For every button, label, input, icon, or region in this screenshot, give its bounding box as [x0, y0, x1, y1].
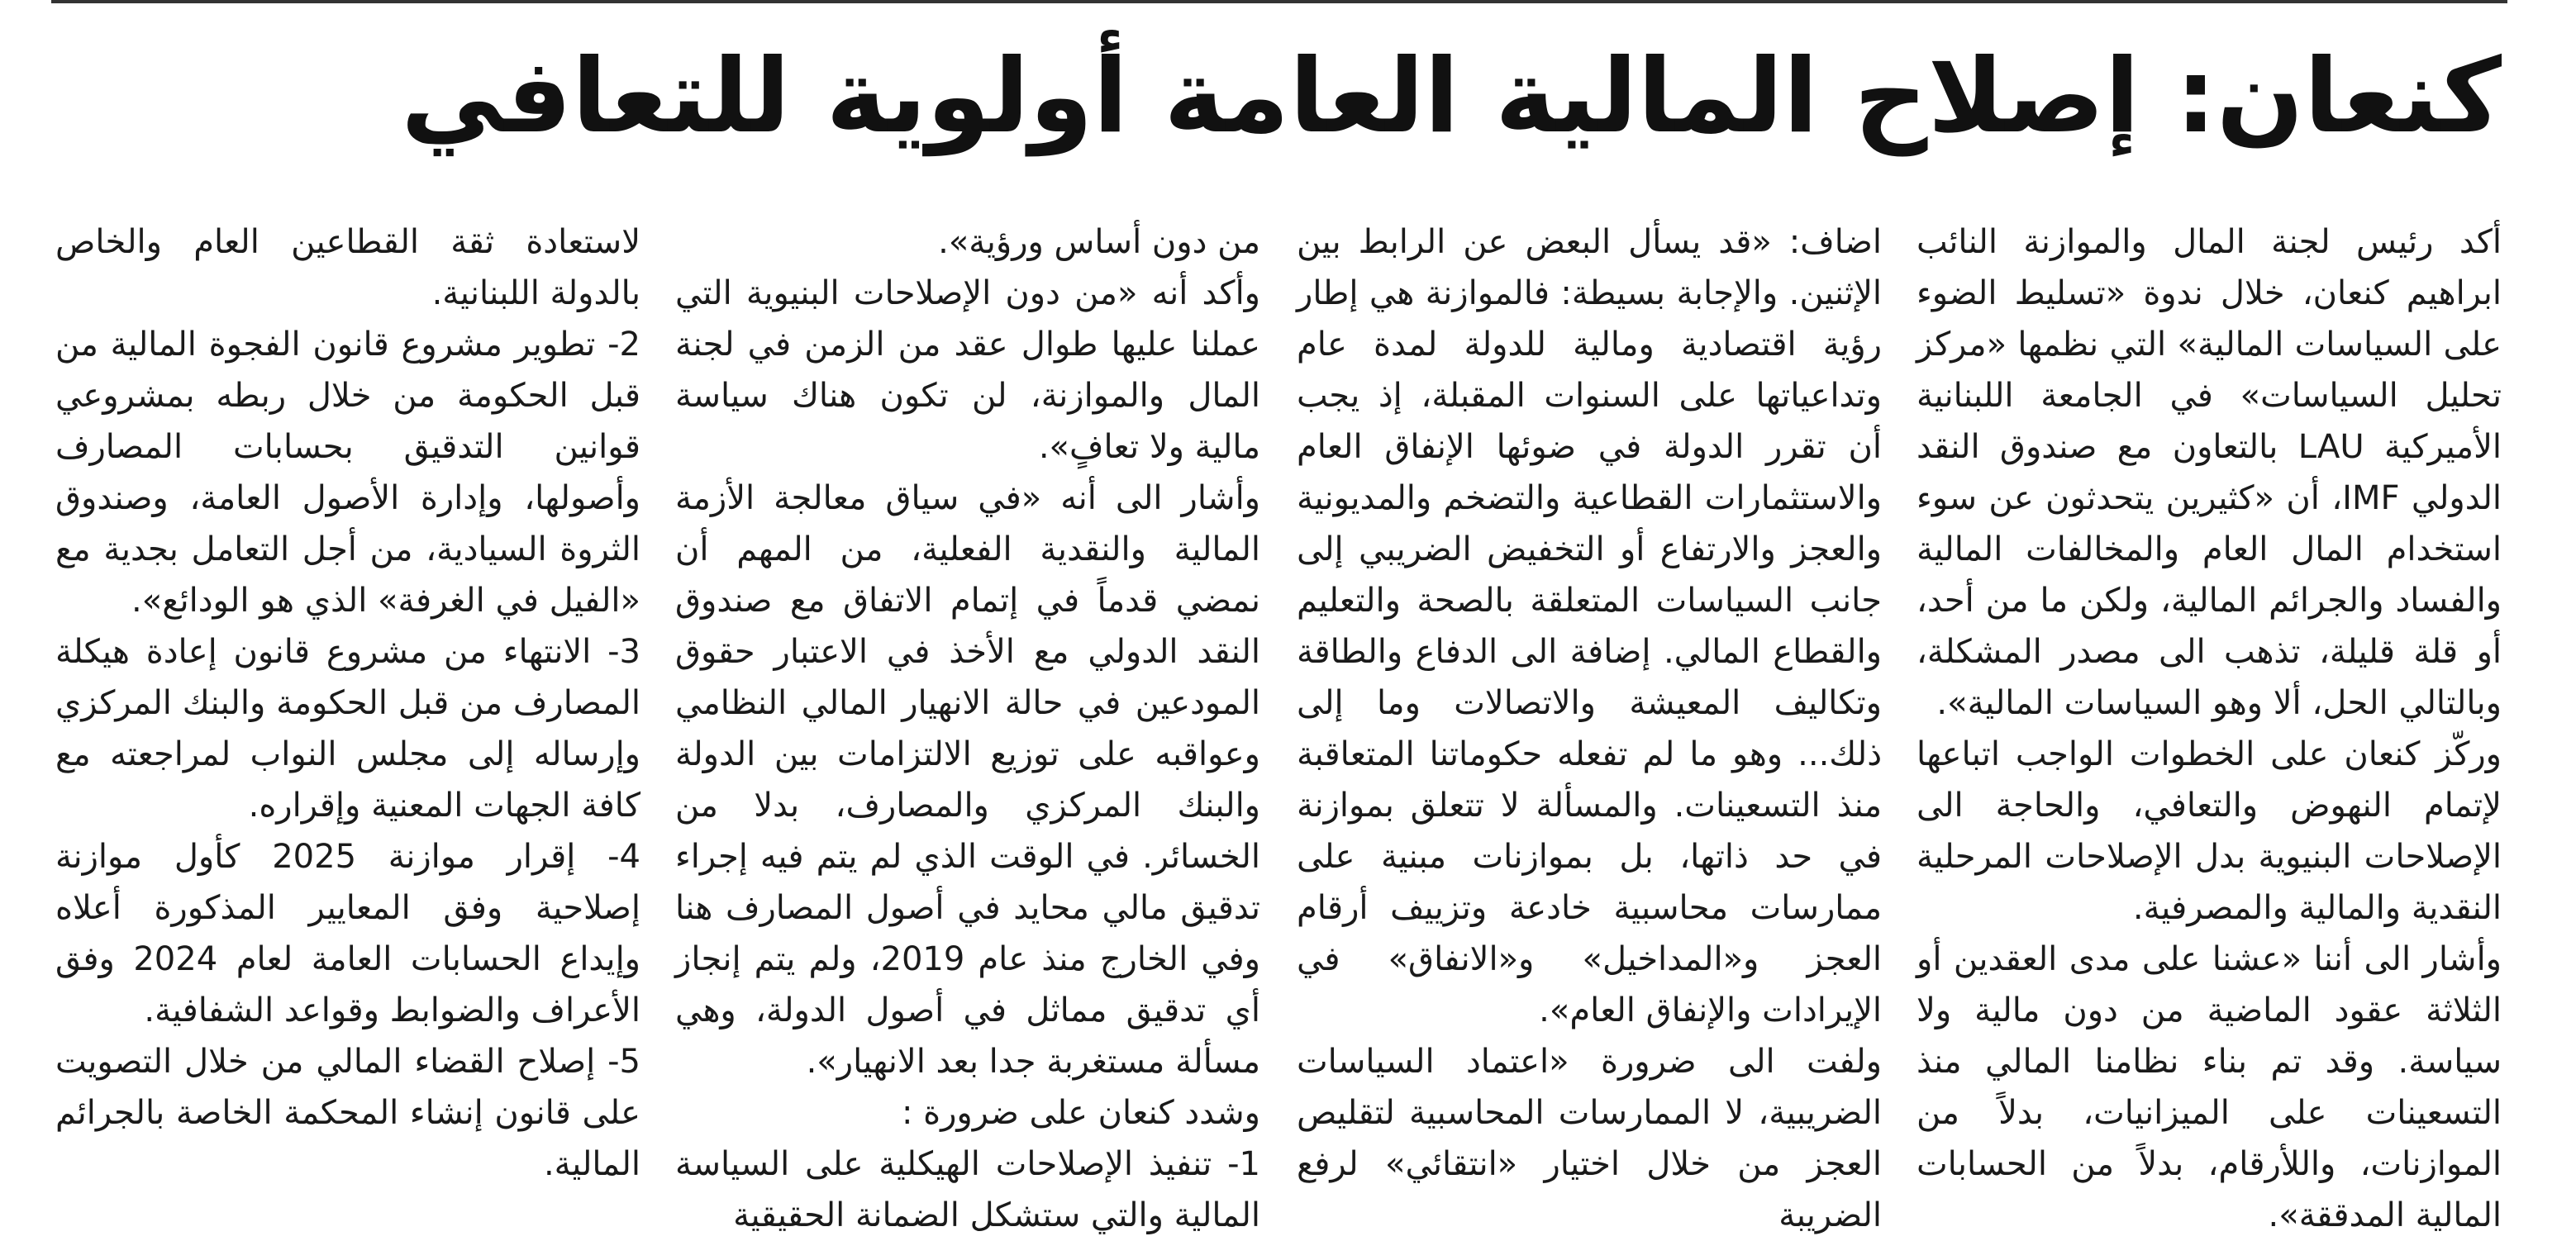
- paragraph: من دون أساس ورؤية».: [938, 223, 1260, 261]
- paragraph: اضاف: «قد يسأل البعض عن الرابط بين الإثنين. والإجابة بسيطة: فالموازنة هي إطار رؤية اقتصادية ومالية للدولة لمدة عام وتداعياتها على السنوات المقبلة، إذ يجب أن تقرر الدولة في ضوئها الإنفاق العام والاستثمارات القطاعية والتضخم والمديونية والعجز والارتفاع أو التخفيض الضريبي إلى جانب السياسات المتعلقة بالصحة والتعليم والقطاع المالي. إضافة الى الدفاع والطاقة وتكاليف المعيشة والاتصالات وما إلى ذلك... وهو ما لم تفعله حكوماتنا المتعاقبة منذ التسعينات. والمسألة لا تتعلق بموازنة في حد ذاتها، بل بموازنات مبنية على ممارسات محاسبية خادعة وتزييف أرقام العجز و«المداخيل» و«الانفاق» في الإيرادات والإنفاق العام».: [1297, 223, 1882, 1029]
- paragraph: ولفت الى ضرورة «اعتماد السياسات الضريبية، لا الممارسات المحاسبية لتقليص العجز من خلال اختيار «انتقائي» لرفع الضريبة: [1297, 1043, 1882, 1234]
- paragraph: 2- تطوير مشروع قانون الفجوة المالية من قبل الحكومة من خلال ربطه بمشروعي قوانين التدقيق بحسابات المصارف وأصولها، وإدارة الأصول العامة، وصندوق الثروة السيادية، من أجل التعامل بجدية مع «الفيل في الغرفة» الذي هو الودائع».: [55, 326, 640, 620]
- paragraph: 3- الانتهاء من مشروع قانون إعادة هيكلة المصارف من قبل الحكومة والبنك المركزي وإرساله إلى مجلس النواب لمراجعته مع كافة الجهات المعنية وإقراره.: [55, 633, 640, 825]
- paragraph: أكد رئيس لجنة المال والموازنة النائب ابراهيم كنعان، خلال ندوة «تسليط الضوء على السياسات المالية» التي نظمها «مركز تحليل السياسات» في الجامعة اللبنانية الأميركية LAU بالتعاون مع صندوق النقد الدولي IMF، أن «كثيرين يتحدثون عن سوء استخدام المال العام والمخالفات المالية والفساد والجرائم المالية، ولكن ما من أحد، أو قلة قليلة، تذهب الى مصدر المشكلة، وبالتالي الحل، ألا وهو السياسات المالية».: [1917, 223, 2502, 722]
- paragraph: وركّز كنعان على الخطوات الواجب اتباعها لإتمام النهوض والتعافي، والحاجة الى الإصلاحات البنيوية بدل الإصلاحات المرحلية النقدية والمالية والمصرفية.: [1917, 735, 2502, 927]
- top-rule: [51, 0, 2507, 3]
- paragraph: وأشار الى أنه «في سياق معالجة الأزمة المالية والنقدية الفعلية، من المهم أن نمضي قدماً في إتمام الاتفاق مع صندوق النقد الدولي مع الأخذ في الاعتبار حقوق المودعين في حالة الانهيار المالي النظامي وعواقبه على توزيع الالتزامات بين الدولة والبنك المركزي والمصارف، بدلا من الخسائر. في الوقت الذي لم يتم فيه إجراء تدقيق مالي محايد في أصول المصارف هنا وفي الخارج منذ عام 2019، ولم يتم إنجاز أي تدقيق مماثل في أصول الدولة، وهي مسألة مستغربة جدا بعد الانهيار».: [675, 479, 1260, 1081]
- paragraph: وشدد كنعان على ضرورة :: [901, 1094, 1260, 1132]
- article-headline: كنعان: إصلاح المالية العامة أولوية للتعافي: [401, 37, 2502, 156]
- paragraph: 5- إصلاح القضاء المالي من خلال التصويت على قانون إنشاء المحكمة الخاصة بالجرائم المالية.: [55, 1043, 640, 1183]
- text-column-1: [1917, 216, 2502, 1234]
- paragraph: 4- إقرار موازنة 2025 كأول موازنة إصلاحية وفق المعايير المذكورة أعلاه وإيداع الحسابات العامة لعام 2024 وفق الأعراف والضوابط وقواعد الشفافية.: [55, 838, 640, 1029]
- text-column-2: [1297, 216, 1882, 1234]
- paragraph: 1- تنفيذ الإصلاحات الهيكلية على السياسة المالية والتي ستشكل الضمانة الحقيقية: [675, 1145, 1260, 1234]
- text-column-4: [55, 216, 640, 1183]
- paragraph: لاستعادة ثقة القطاعين العام والخاص بالدولة اللبنانية.: [55, 223, 640, 312]
- paragraph: وأشار الى أننا «عشنا على مدى العقدين أو الثلاثة عقود الماضية من دون مالية ولا سياسة. وقد تم بناء نظامنا المالي منذ التسعينات على الميزانيات، بدلاً من الموازنات، واللأرقام، بدلاً من الحسابات المالية المدققة».: [1917, 940, 2502, 1234]
- paragraph: وأكد أنه «من دون الإصلاحات البنيوية التي عملنا عليها طوال عقد من الزمن في لجنة المال والموازنة، لن تكون هناك سياسة مالية ولا تعافٍ».: [675, 274, 1260, 466]
- text-column-3: [675, 216, 1260, 1234]
